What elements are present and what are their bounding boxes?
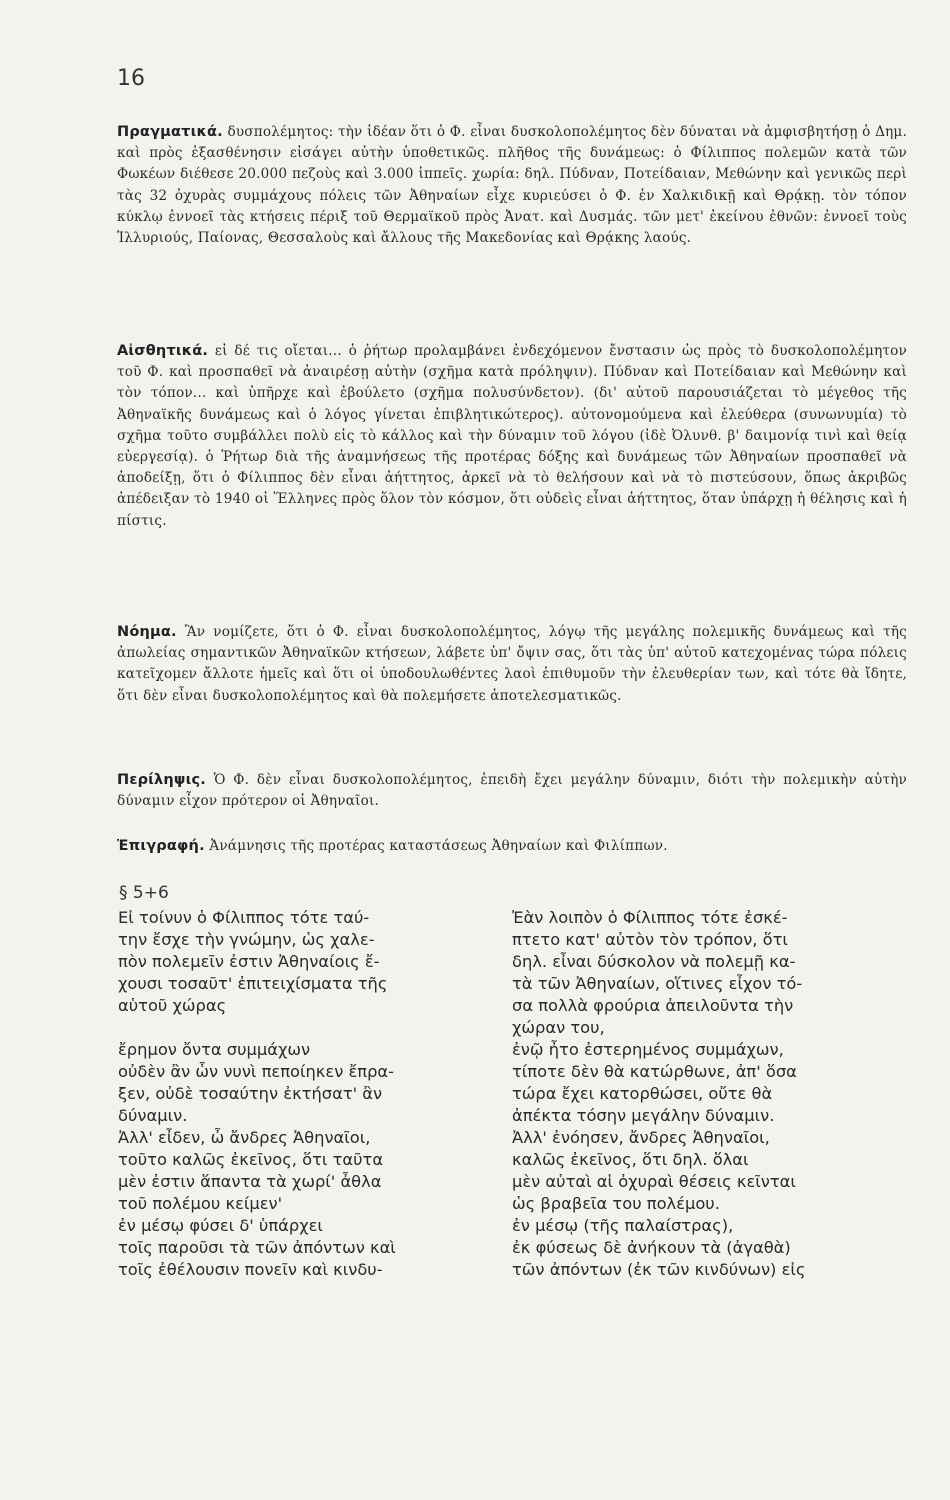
section-perilipsis (117, 770, 907, 812)
text-line: ἐκ φύσεως δὲ ἀνήκουν τὰ (ἀγαθὰ) (512, 1238, 791, 1257)
text-line: Ἀλλ' ἐνόησεν, ἄνδρες Ἀθηναῖοι, (512, 1128, 770, 1147)
original-text-column (118, 907, 488, 1281)
text-line: δηλ. εἶναι δύσκολον νὰ πολεμῇ κα- (512, 952, 796, 971)
section-pragmatika (117, 122, 907, 249)
text-line: τοῦ πολέμου κείμεν' (118, 1194, 283, 1213)
section-text: εἰ δέ τις οἴεται... ὁ ῥήτωρ προλαμβάνει ἐνδεχόμενον ἔνστασιν ὡς πρὸς τὸ δυσκολοπολέμητον τοῦ Φ. καὶ προσπαθεῖ νὰ ἀναιρέσῃ αὐτὴν (σχῆμα κατὰ πρόληψιν). Πύδναν καὶ Ποτείδαιαν καὶ Μεθώνην καὶ τὸν τόπον... καὶ ὑπῆρχε καὶ ἐβούλετο (σχῆμα πολυσύνδετον). (δι' αὐτοῦ παρουσιάζεται τὸ μέγεθος τῆς Ἀθηναϊκῆς δυνάμεως καὶ ὁ λόγος γίνεται ἐπιβλητικώτερος). αὐτονομούμενα καὶ ἐλεύθερα (συνωνυμία) τὸ σχῆμα τοῦτο συμβάλλει πολὺ εἰς τὸ κάλλος καὶ τὴν δύναμιν τοῦ λόγου (ἰδὲ Ὀλυνθ. β' δαιμονίᾳ τινὶ καὶ θείᾳ εὐεργεσίᾳ). ὁ Ῥήτωρ διὰ τῆς ἀναμνήσεως τῆς προτέρας δόξης καὶ δυνάμεως τῶν Ἀθηναίων προσπαθεῖ νὰ ἀποδείξῃ, ὅτι ὁ Φίλιππος δὲν εἶναι ἀήττητος, ἀρκεῖ νὰ τὸ θελήσουν καὶ νὰ τὸ πιστεύσουν, ὅπως ἀκριβῶς ἀπέδειξαν τὸ 1940 οἱ Ἕλληνες πρὸς ὅλον τὸν κόσμον, ὅτι οὐδεὶς εἶναι ἀήττητος, ὅταν ὑπάρχῃ ἡ θέλησις καὶ ἡ πίστις. (117, 343, 907, 529)
section-text: Ὁ Φ. δὲν εἶναι δυσκολοπολέμητος, ἐπειδὴ ἔχει μεγάλην δύναμιν, διότι τὴν πολεμικὴν αὐτὴν δύναμιν εἶχον πρότερον οἱ Ἀθηναῖοι. (117, 772, 908, 810)
text-line: χουσι τοσαῦτ' ἐπιτειχίσματα τῆς (118, 974, 388, 993)
translation-column (512, 907, 907, 1281)
text-line: ἔρημον ὄντα συμμάχων (118, 1040, 311, 1059)
section-label: Αἰσθητικά. (117, 343, 209, 359)
section-label: Νόημα. (117, 624, 177, 640)
text-line: Ἐὰν λοιπὸν ὁ Φίλιππος τότε ἐσκέ- (512, 908, 788, 927)
text-line: δύναμιν. (118, 1106, 188, 1125)
text-line: τοῦτο καλῶς ἐκεῖνος, ὅτι ταῦτα (118, 1150, 384, 1169)
page-number: 16 (117, 66, 145, 91)
text-line: Εἰ τοίνυν ὁ Φίλιππος τότε ταύ- (118, 908, 370, 927)
text-line: καλῶς ἐκεῖνος, ὅτι δηλ. ὅλαι (512, 1150, 749, 1169)
text-line: ἐν μέσῳ φύσει δ' ὑπάρχει (118, 1216, 323, 1235)
text-line: χώραν του, (512, 1018, 605, 1037)
section-label: Πραγματικά. (117, 124, 223, 140)
section-text: Ἀνάμνησις τῆς προτέρας καταστάσεως Ἀθηναίων καὶ Φιλίππων. (209, 838, 668, 854)
section-text: δυσπολέμητος: τὴν ἰδέαν ὅτι ὁ Φ. εἶναι δυσκολοπολέμητος δὲν δύναται νὰ ἀμφισβητήσῃ ὁ Δημ. καὶ πρὸς ἐξασθένησιν εἰσάγει αὐτὴν ὑποθετικῶς. πλῆθος τῆς δυνάμεως: ὁ Φίλιππος πολεμῶν κατὰ τῶν Φωκέων διέθεσε 20.000 πεζοὺς καὶ 3.000 ἱππεῖς. χωρία: δηλ. Πύδναν, Ποτείδαιαν, Μεθώνην καὶ γενικῶς περὶ τὰς 32 ὀχυρὰς συμμάχους πόλεις τῶν Ἀθηναίων εἶχε κυριεύσει ὁ Φ. ἐν Χαλκιδικῇ καὶ Θρᾴκῃ. τὸν τόπον κύκλῳ ἐννοεῖ τὰς κτήσεις πέριξ τοῦ Θερμαϊκοῦ πρὸς Ἀνατ. καὶ Δυσμάς. τῶν μετ' ἐκείνου ἐθνῶν: ἐννοεῖ τοὺς Ἰλλυριούς, Παίονας, Θεσσαλοὺς καὶ ἄλλους τῆς Μακεδονίας καὶ Θρᾴκης λαούς. (117, 124, 907, 247)
text-line: τῶν ἀπόντων (ἐκ τῶν κινδύνων) εἰς (512, 1260, 806, 1279)
text-line: μὲν ἐστιν ἅπαντα τὰ χωρί' ἆθλα (118, 1172, 382, 1191)
text-line: την ἔσχε τὴν γνώμην, ὡς χαλε- (118, 930, 375, 949)
section-aisthitika (117, 341, 907, 532)
text-line: ὡς βραβεῖα του πολέμου. (512, 1194, 720, 1213)
text-line: τοῖς παροῦσι τὰ τῶν ἀπόντων καὶ (118, 1238, 396, 1257)
text-line: ἐνῷ ἦτο ἐστερημένος συμμάχων, (512, 1040, 784, 1059)
text-line: σα πολλὰ φρούρια ἀπειλοῦντα τὴν (512, 996, 794, 1015)
text-line: πτετο κατ' αὐτὸν τὸν τρόπον, ὅτι (512, 930, 788, 949)
text-line: τὰ τῶν Ἀθηναίων, οἵτινες εἶχον τό- (512, 974, 803, 993)
text-line: τίποτε δὲν θὰ κατώρθωνε, ἀπ' ὅσα (512, 1062, 797, 1081)
text-line: τώρα ἔχει κατορθώσει, οὔτε θὰ (512, 1084, 773, 1103)
text-line: οὐδὲν ἂν ὧν νυνὶ πεποίηκεν ἔπρα- (118, 1062, 395, 1081)
text-line: πὸν πολεμεῖν ἐστιν Ἀθηναίοις ἔ- (118, 952, 380, 971)
section-noima (117, 622, 907, 707)
section-text: Ἂν νομίζετε, ὅτι ὁ Φ. εἶναι δυσκολοπολέμητος, λόγῳ τῆς μεγάλης πολεμικῆς δυνάμεως καὶ τῆς ἀπωλείας σημαντικῶν Ἀθηναϊκῶν κτήσεων, λάβετε ὑπ' ὄψιν σας, ὅτι τὰς ὑπ' αὐτοῦ κατεχομένας τώρα πόλεις κατεῖχομεν ἄλλοτε ἡμεῖς καὶ ὅτι οἱ ὑποδουλωθέντες λαοὶ ἐπιθυμοῦν τὴν ἐλευθερίαν των, καὶ τότε θὰ ἴδητε, ὅτι δὲν εἶναι δυσκολοπολέμητος καὶ θὰ πολεμήσετε ἀποτελεσματικῶς. (117, 624, 907, 704)
section-label: Περίληψις. (117, 772, 206, 788)
text-line: Ἀλλ' εἶδεν, ὦ ἄνδρες Ἀθηναῖοι, (118, 1128, 371, 1147)
text-line: ἐν μέσῳ (τῆς παλαίστρας), (512, 1216, 734, 1235)
text-line: τοῖς ἐθέλουσιν πονεῖν καὶ κινδυ- (118, 1260, 383, 1279)
section-epigrafi (117, 836, 907, 857)
text-line: ἀπέκτα τόσην μεγάλην δύναμιν. (512, 1106, 775, 1125)
text-line: ξεν, οὐδὲ τοσαύτην ἐκτήσατ' ἂν (118, 1084, 383, 1103)
text-line: μὲν αὐταὶ αἱ ὀχυραὶ θέσεις κεῖνται (512, 1172, 796, 1191)
paragraph-mark: § 5+6 (119, 883, 169, 903)
line-gap (118, 1017, 488, 1039)
text-line: αὑτοῦ χώρας (118, 996, 227, 1015)
section-label: Ἐπιγραφή. (117, 838, 205, 854)
